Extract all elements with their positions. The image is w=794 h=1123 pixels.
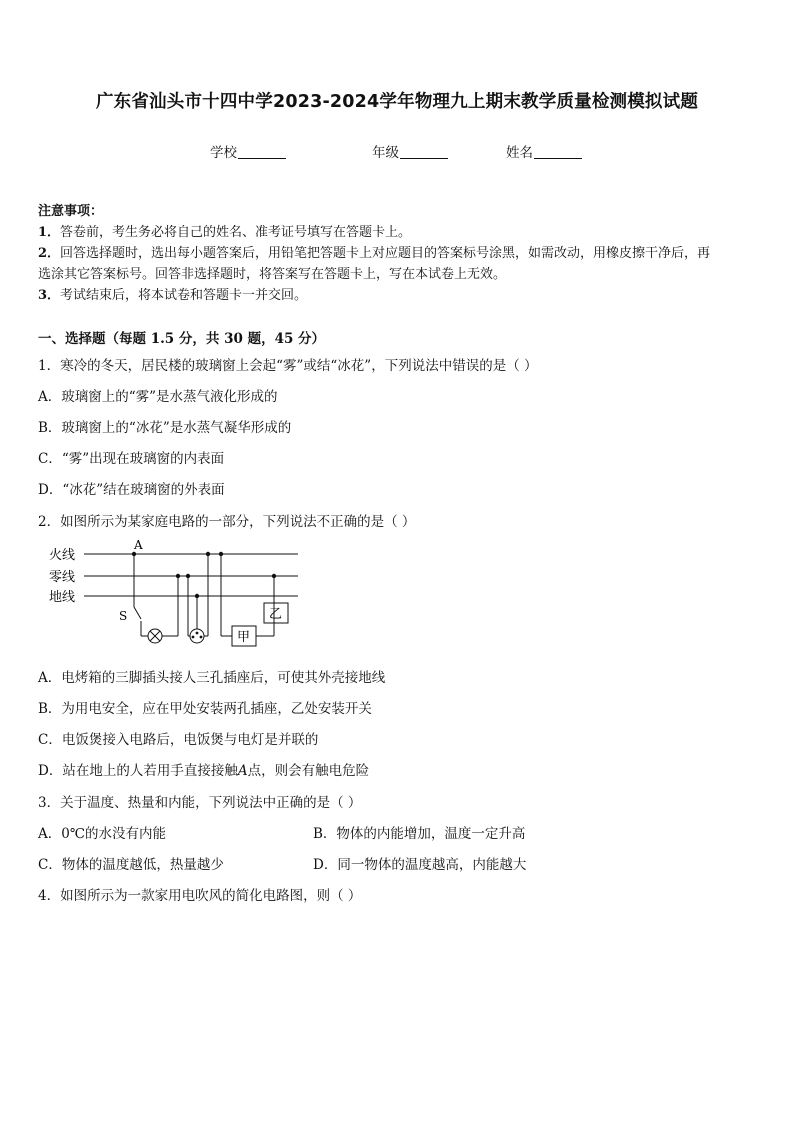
note-item-2 (38, 243, 760, 264)
notes-block (38, 201, 760, 306)
notes-heading: 注意事项： (38, 204, 104, 219)
note-item-1 (38, 222, 760, 243)
q3-stem: 3．关于温度、热量和内能，下列说法中正确的是（ ） (38, 795, 362, 811)
q3-option-d: D．同一物体的温度越高，内能越大 (313, 857, 527, 873)
label-point-a: A (134, 538, 143, 552)
label-ground-wire: 地线 (49, 590, 76, 605)
grade-field (372, 141, 448, 161)
section-heading: 一、选择题（每题 1.5 分，共 30 题，45 分） (38, 331, 326, 347)
note-1-number: 1． (38, 225, 61, 240)
q1-option-c: C．“雾”出现在玻璃窗的内表面 (38, 451, 225, 467)
q1-option-a: A．玻璃窗上的“雾”是水蒸气液化形成的 (38, 389, 278, 405)
name-label: 姓名 (506, 145, 533, 161)
label-switch-s: S (119, 609, 128, 623)
q2-option-a: A．电烤箱的三脚插头接人三孔插座后，可使其外壳接地线 (38, 670, 386, 686)
label-box-yi: 乙 (269, 607, 283, 622)
q2-option-d-post: 点，则会有触电危险 (247, 763, 370, 779)
q1-option-d: D．“冰花”结在玻璃窗的外表面 (38, 482, 225, 498)
note-2-text-line1: 回答选择题时，选出每小题答案后，用铅笔把答题卡上对应题目的答案标号涂黑，如需改动，用橡皮擦干净后，再 (60, 246, 711, 261)
note-3-text: 考试结束后，将本试卷和答题卡一并交回。 (60, 288, 308, 303)
note-item-2-cont (38, 264, 760, 285)
junction-a (132, 552, 136, 556)
name-blank (534, 145, 582, 159)
label-neutral-wire: 零线 (49, 570, 76, 585)
grade-label: 年级 (372, 145, 399, 161)
note-item-3 (38, 285, 760, 306)
q2-option-c: C．电饭煲接入电路后，电饭煲与电灯是并联的 (38, 732, 319, 748)
switch-s (134, 607, 141, 619)
note-3-number: 3． (38, 288, 61, 303)
label-live-wire: 火线 (49, 548, 76, 563)
label-box-jia: 甲 (237, 630, 251, 645)
q1-stem: 1．寒冷的冬天，居民楼的玻璃窗上会起“雾”或结“冰花”，下列说法中错误的是（ ） (38, 358, 538, 374)
note-1-text: 答卷前，考生务必将自己的姓名、准考证号填写在答题卡上。 (60, 225, 412, 240)
school-blank (238, 145, 286, 159)
q1-option-b: B．玻璃窗上的“冰花”是水蒸气凝华形成的 (38, 420, 292, 436)
q2-option-d-var: A (237, 763, 248, 779)
q2-stem: 2．如图所示为某家庭电路的一部分，下列说法不正确的是（ ） (38, 514, 416, 530)
school-label: 学校 (210, 145, 237, 161)
school-field (210, 141, 286, 161)
q2-option-d (38, 759, 369, 779)
q2-option-b: B．为用电安全，应在甲处安装两孔插座，乙处安装开关 (38, 701, 372, 717)
q3-option-b: B．物体的内能增加，温度一定升高 (313, 826, 526, 842)
grade-blank (400, 145, 448, 159)
name-field (506, 141, 582, 161)
q3-option-a: A．0℃的水没有内能 (38, 826, 166, 842)
note-2-number: 2． (38, 246, 61, 261)
household-circuit-diagram (40, 535, 310, 655)
q2-option-d-pre: D．站在地上的人若用手直接接触 (38, 763, 238, 779)
q4-stem: 4．如图所示为一款家用电吹风的简化电路图，则（ ） (38, 888, 362, 904)
q3-option-c: C．物体的温度越低，热量越少 (38, 857, 224, 873)
page-title: 广东省汕头市十四中学2023-2024学年物理九上期末教学质量检测模拟试题 (95, 92, 699, 112)
note-2-text-line2: 选涂其它答案标号。回答非选择题时，将答案写在答题卡上，写在本试卷上无效。 (38, 267, 507, 282)
